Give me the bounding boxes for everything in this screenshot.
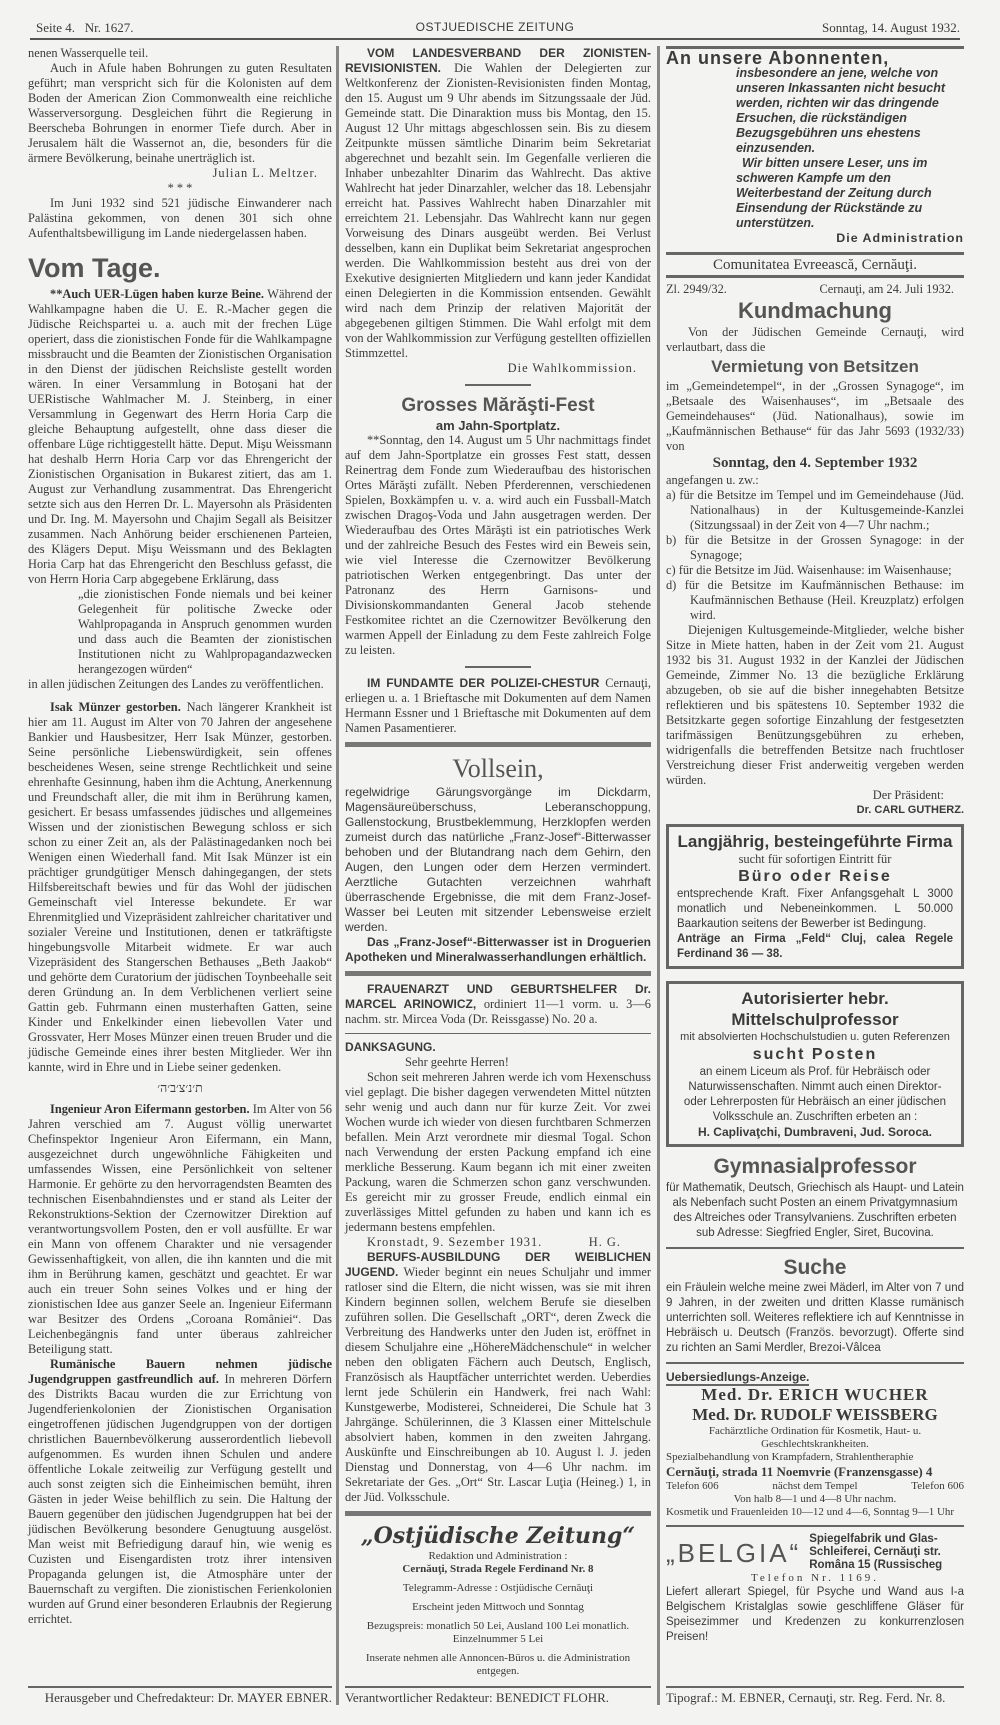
- middle-column: [336, 46, 660, 1705]
- masthead-schedule: Erscheint jeden Mittwoch und Sonntag: [412, 1601, 584, 1613]
- notice-title: An unsere Abonnenten,: [665, 48, 890, 68]
- article-eifermann: [28, 1102, 332, 1357]
- columns: [28, 46, 964, 1705]
- article-title: DANKSAGUNG.: [344, 1040, 436, 1054]
- notice-place-date: Cernauţi, am 24. Juli 1932.: [819, 282, 954, 296]
- article-body: ordiniert 11—1 vorm. u. 3—6 nachm. str. Mircea Voda (Dr. Reissgasse) No. 20 a.: [344, 997, 651, 1026]
- initials: H. G.: [588, 1235, 621, 1249]
- separator-stars: * * *: [167, 181, 193, 195]
- section-heading: Vom Tage.: [28, 253, 161, 283]
- article-body: Nach längerer Krankheit ist hier am 11. August im Alter von 70 Jahren der angesehene Bankier und Hausbesitzer, Herr Isak Münzer, gestorben. Seine persönliche Liebenswürdigkeit, sein offenes bescheidenes Wesen, seine strenge Rechtlichkeit und seine ehrenhafte Gesinnung, haben ihm die Achtung, Anerkennung und Freundschaft aller, die mit ihm in Berührung kamen, gesichert. Er besass umfassendes jüdisches und allgemeines Wissen und der zionistischen Bewegung schloss er sich schon zu einer Zeit an, als der Palästinagedanken noch bei Wenigen einen Wiederhall fand. Mit Isak Münzer ist ein prächtiger grundgütiger Mensch dahingegangen, der stets Hilfsbereitschaft bewies und für das Wohl der jüdischen Gemeinschaft viel Interesse bekundete. Er war Ehrenmitglied und Vizepräsident zahlreicher charitativer und sozialer Vereine und Institutionen, denen er tatkräftigste hingebungsvolle Mitarbeit widmete. Er war auch Vizepräsident des Stangerschen Bethauses „Beth Jaakob“ und gehörte dem Curatorium der jüdischen Toynbeehalle seit deren Gründung an. In dem Verblichenen verliert seine Gattin geb. Fuhrmann einen musterhaften Gatten, seine Kinder und Enkelkinder einen liebevollen Vater und Grossvater, Herr Moses Münzer einen treuen Bruder und die jüdische Gemeinde eines ihrer besten Mitglieder. Wer ihn kannte, wird in Ehre und in Liebe seiner gedenken.: [28, 700, 332, 1074]
- ad-text: Spezialbehandlung von Krampfadern, Strahlentheraphie: [665, 1451, 914, 1463]
- newspaper-title: OSTJUEDISCHE ZEITUNG: [415, 20, 575, 34]
- paragraph: nenen Wasserquelle teil.: [28, 46, 149, 60]
- article-body: Die Wahlen der Delegierten zur Weltkonferenz der Zionisten-Revisionisten finden Montag, den 15. August um 9 Uhr abends im Sitzungssaale der Jüd. Gemeinde statt. Die Dinaraktion muss bis Montag, den 15. August 12 Uhr mittags abgeschlossen sein. Bis zu diesem Zeitpunkte müssen sämtliche Dinarim beim Sekretariat abgerechnet und bezahlt sein. Im Gegenfalle verlieren die Inhaber unbezahlter Dinarim das Wahlrecht. Das aktive Wahlrecht hat jeder Dinarzahler, welcher das 18. Lebensjahr erreicht hat. Passives Wahlrecht haben Dinarzahler mit erreichtem 21. Lebensjahr. Das Wahlrecht kann nur gegen Vorweisung des Dinars ausgeübt werden. Bei Verlust desselben, kann ein Duplikat beim Sekretariat angesprochen werden. Die Wahlkommission besteht aus drei von der Exekutive designierten Mitgliedern und kann jeder Kandidat einen Delegierten in die Kommission entsenden. Gewählt wird nach dem Prinzip der relativen Majorität der abgegebenen giltigen Stimmen. Die Wahl erfolgt mit dem von der Wahlkommission zur Verfügung gestellten offiziellen Stimmzettel.: [344, 61, 651, 360]
- ad-body: Das „Franz-Josef“-Bitterwasser ist in Droguerien Apotheken und Mineralwasserhandlungen erhältlich.: [344, 935, 651, 964]
- list-item: b) für die Betsitze in der Grossen Synagoge: in der Synagoge;: [665, 533, 964, 562]
- masthead-price: Bezugspreis: monatlich 50 Lei, Ausland 100 Lei monatlich. Einzelnummer 5 Lei: [366, 1620, 630, 1645]
- doctor-name: Med. Dr. RUDOLF WEISSBERG: [692, 1405, 938, 1424]
- list-item: d) für die Betsitze im Kaufmännischen Bethause: im Kaufmännischen Bethause (Heil. Kreuzplatz) erfolgen wird.: [665, 578, 964, 622]
- masthead-address: Cernăuţi, Strada Regele Ferdinand Nr. 8: [402, 1563, 594, 1575]
- phone: Telefon 606: [665, 1480, 719, 1492]
- article-ort: [345, 1250, 651, 1505]
- kundmachung-title: Kundmachung: [737, 298, 892, 323]
- article-title: IM FUNDAMTE DER POLIZEI-CHESTUR: [366, 676, 600, 690]
- page-label: Seite 4.: [36, 20, 75, 35]
- ad-text: nächst dem Tempel: [772, 1480, 858, 1492]
- editor-footer: [345, 1678, 651, 1705]
- right-column: [666, 46, 964, 1705]
- ad-text: Liefert allerart Spiegel, für Psyche und Wand aus I-a Belgischem Kristalglas sowie geschliffene Gläser für Speisezimmer und Kredenzen zu konkurrenzlosen Preisen!: [665, 1586, 964, 1643]
- paragraph: angefangen u. zw.:: [665, 473, 759, 487]
- article-title: Ingenieur Aron Eifermann gestorben.: [50, 1102, 250, 1116]
- ad-body: regelwidrige Gärungsvorgänge im Dickdarm, Magensäureüberschuss, Leberanschoppung, Gallenstockung, Brustbeklemmung, Herzklopfen werden zumeist durch das natürliche „Franz-Josef“-Bitterwasser behoben und der Blutandrang nach dem Gehirn, den Augen, den Lungen oder dem Herzen vermindert. Aerztliche Gutachten verzeichnen wahrhaft überraschende Ergebnisse, die mit dem Franz-Josef-Wasser bei Leuten mit sitzender Lebensweise erzielt werden.: [344, 785, 651, 934]
- ad-professor: [666, 981, 964, 1147]
- ad-contact: Anträge an Firma „Feld“ Cluj, calea Regele Ferdinand 36 — 38.: [676, 933, 953, 960]
- ad-suche-title: Suche: [783, 1256, 847, 1279]
- masthead-line: Redaktion und Administration :: [428, 1550, 568, 1562]
- left-column: [28, 46, 332, 1705]
- editor-footer-text: Verantwortlicher Redakteur: BENEDICT FLOHR.: [345, 1686, 651, 1705]
- fest-subtitle: am Jahn-Sportplatz.: [435, 418, 561, 433]
- ad-suche-text: ein Fräulein welche meine zwei Mäderl, im Alter von 7 und 9 Jahren, in der zweiten und dritten Klasse rumänisch unterrichten soll. Weiteres reflektiere ich auf Kenntnisse in Hebräisch u. Deutsch (Französ. bevorzugt). Offerte sind zu richten an Sami Merdler, Brezoi-Vâlcea: [665, 1282, 964, 1354]
- reference-number: Zl. 2949/32.: [665, 282, 727, 296]
- signature-name: Dr. CARL GUTHERZ.: [856, 804, 964, 816]
- belgia-logo: „BELGIA“: [665, 1537, 802, 1568]
- ad-firma: [666, 824, 964, 969]
- article-title: Rumänische Bauern nehmen jüdische Jugendgruppen gastfreundlich auf.: [28, 1357, 332, 1386]
- place-date: Kronstadt, 9. Sezember 1931.: [366, 1235, 543, 1249]
- ad-heading: sucht Posten: [752, 1046, 878, 1063]
- ad-text: Fachärztliche Ordination für Kosmetik, Haut- u. Geschlechtskrankheiten.: [708, 1425, 922, 1450]
- fest-title: Grosses Mărăşti-Fest: [401, 395, 595, 416]
- list-item: c) für die Betsitze im Jüd. Waisenhause: im Waisenhause;: [665, 563, 952, 577]
- signature: Die Wahlkommission.: [507, 361, 637, 375]
- masthead-ads: Inserate nehmen alle Annoncen-Büros u. die Administration entgegen.: [365, 1652, 631, 1677]
- signature: Julian L. Meltzer.: [212, 166, 318, 180]
- notice-text: insbesondere an jene, welche von unseren Inkassanten nicht besucht werden, richten wir das dringende Ersuchen, die rückständigen Bezugsgebühren uns ehestens einzusenden.: [735, 66, 946, 155]
- ad-gymnasial-text: für Mathematik, Deutsch, Griechisch als Haupt- und Latein als Nebenfach sucht Posten an einem Privatgymnasium des Altreiches oder Transylvaniens. Zuschriften erbeten sub Adresse: Siegfried Engler, Siret, Bucovina.: [666, 1182, 964, 1239]
- masthead-title: „Ostjüdische Zeitung“: [360, 1523, 636, 1549]
- ad-title: Autorisierter hebr. Mittelschulprofessor: [731, 989, 899, 1029]
- printer-footer-text: Tipograf.: M. EBNER, Cernauţi, str. Reg. Ferd. Nr. 8.: [666, 1686, 964, 1705]
- ad-contact: H. Caplivaţchi, Dumbraveni, Jud. Soroca.: [697, 1125, 933, 1139]
- article-body: Während der Wahlkampagne haben die U. E. R.-Macher gegen die Jüdische Reichspartei u. a. auch mit der frechen Lüge operiert, dass die zionistischen Fonde für die Wahlkampagne missbraucht und die Beamten der Zionistischen Organisation in den Dienst der jüdischen Reichsliste gestellt worden wären. In einer Versammlung in Botoşani hat der UERistische Wahlmacher M. J. Steinberg, in einer Versammlung in Gegenwart des Herrn Horia Carp die gleiche Behauptung aufgestellt, ohne dass dieser die offenbare Lüge richtiggestellt hätte. Deput. Mişu Weissmann hat deshalb Herrn Horia Carp vor das Ehrengericht der Zionistischen Organisation in Bukarest zitiert, das am 1. August zur Verhandlung zusammentrat. Das Ehrengericht setzte sich aus den Herren Dr. L. Mayersohn als Präsidenten und Dr. Ing. M. Mayersohn und Chajim Segall als Beisitzer zusammen. Nach Anhörung beider erschienenen Parteien, des Klägers Deput. Mişu Weissmann und des Beklagten Horia Carp hat das Ehrengericht den Beschluss gefasst, die von Herrn Horia Carp abgegebene Erklärung, dass: [28, 287, 332, 586]
- article-body: Im Alter von 56 Jahren verschied am 7. August völlig unerwartet Chefinspektor Ingenieur Aron Eifermann, ein Mann, ausgezeichnet durch ungewöhnliche Fähigkeiten und umfassendes Wissen, eine Persönlichkeit von seltener Harmonie. Er gehörte zu den hervorragendsten Beamten des technischen Eisenbahndienstes und er stand als Leiter der Rekonstruktions-Sektion der Czernowitzer Direktion auf verantwortungsvollem Posten, den er voll ausfüllte. Er war ein Mann von offenem Charakter und nie versagender Gewissenhaftigkeit, von allen, die ihn kannten und die mit ihm in Berührung kamen, geschätzt und geachtet. Er war auch ein treuer Sohn seines Volkes und er hing der zionistischen Idee aus ganzer Seele an. Ingenieur Eifermann war Besitzer des Ordens „Coroana României“. Das Leichenbegängnis fand unter überaus zahlreicher Beteiligung statt.: [28, 1102, 332, 1356]
- community-name: Comunitatea Evreească, Cernăuţi.: [666, 252, 964, 278]
- article-fundamte: [345, 676, 651, 736]
- page-number: [36, 20, 134, 36]
- ad-text: an einem Liceum als Prof. für Hebräisch oder Naturwissenschaften. Nimmt auch einen Direktor-oder Lehrerposten für Hebräisch an einer jüdischen Volksschule an. Zuschriften erbeten an :: [683, 1066, 947, 1123]
- start-date: Sonntag, den 4. September 1932: [712, 455, 918, 471]
- ad-text: entsprechende Kraft. Fixer Anfangsgehalt L 3000 monatlich und Nebeneinkommen. L 50.000 Baarkaution seitens der Bewerber ist Bedingung.: [676, 888, 953, 930]
- article-revisionisten: [345, 46, 651, 361]
- article-title: **Auch UER-Lügen haben kurze Beine.: [50, 287, 264, 301]
- article-title: VOM LANDESVERBAND DER ZIONISTEN-REVISIONISTEN.: [344, 46, 651, 75]
- paragraph: Auch in Afule haben Bohrungen zu guten Resultaten geführt; man verspricht sich für die Kolonisten auf dem Boden der American Zion Commonwealth eine reichliche Wasserversorgung. Desgleichen führt die Regierung in Beerscheba Bohrungen in enormer Tiefe durch. Aber in Jerusalem hält die Wassernot an, die, besonders für die ärmere Bevölkerung, beinahe unerträglich ist.: [28, 61, 332, 165]
- kundmachung-subtitle: Vermietung von Betsitzen: [711, 357, 919, 376]
- fest-body: **Sonntag, den 14. August um 5 Uhr nachmittags findet auf dem Jahn-Sportplatze ein grosses Fest statt, dessen Reinertrag dem Fonde zum Wiederaufbau des historischen Ortes Mărăşti zufällt. Neben Pferderennen, verschiedenen Spielen, Boxkämpfen u. v. a. wird auch ein Fussball-Match zwischen Dragoş-Voda und Jahn ausgetragen werden. Der Wiederaufbau des Ortes Mărăşti ist ein patriotisches Werk und der zahlreiche Besuch des Festes wird ein Beweis sein, wie viel Interesse die Czernowitzer Bevölkerung patriotischen Werken entgegenbringt. Das unter der Patronanz des Herrn Garnisons- und Divisionskommandanten General Jacob stehende Festkomitee richtet an die Czernowitzer Bevölkerung den warmen Appell der Einladung zu dem Feste zahlreich Folge zu leisten.: [344, 433, 651, 657]
- list-item: a) für die Betsitze im Tempel und im Gemeindehause (Jüd. Nationalhaus) in der Kultusgemeinde-Kanzlei (Sitzungssaal) in der Zeit von 4—7 Uhr nachm.;: [665, 488, 964, 532]
- quote: „die zionistischen Fonde niemals und bei keiner Gelegenheit für politische Zwecke oder Wahlpropaganda in Anspruch genommen wurden und dass auch die Beamten der zionistischen Institutionen nicht zu Wahlpropagandazwecken herangezogen würden“: [78, 587, 332, 676]
- printer-footer: [666, 1678, 964, 1705]
- paragraph: in allen jüdischen Zeitungen des Landes zu veröffentlichen.: [28, 677, 324, 691]
- article-title: BERUFS-AUSBILDUNG DER WEIBLICHEN JUGEND.: [344, 1250, 651, 1279]
- publisher-footer: [28, 1678, 332, 1705]
- article-uer: [28, 287, 332, 587]
- paragraph: im „Gemeindetempel“, in der „Grossen Synagoge“, im „Betsaale des Waisenhauses“, im „Betsaale des Gemeindehauses“ (Jüd. Nationalhaus), sowie im „Kaufmännischen Bethause“ für das Jahr 5693 (1932/33) von: [665, 379, 964, 453]
- article-bauern: [28, 1357, 332, 1627]
- ad-gymnasial-title: Gymnasialprofessor: [713, 1155, 917, 1178]
- subscriber-notice: [666, 46, 964, 246]
- phone: Telefon 606: [911, 1480, 964, 1492]
- phone: Telefon Nr. 1169.: [750, 1572, 879, 1584]
- article-body: Cernauţi, erliegen u. a. 1 Brieftasche mit Dokumenten auf dem Namen Hermann Essner und 1 Brieftasche mit Dokumenten auf dem Namen Pasamentierer.: [344, 676, 651, 735]
- article-body: In mehreren Dörfern des Distrikts Bacau wurden die zur Errichtung von Jugendferienkolonien der Zionistischen Organisation eingetroffenen jüdischen Jugendgruppen von der dortigen christlichen Bauernbevölkerung ausserordentlich liebevoll aufgenommen. Es wurden ihnen Schulen und andere öffentliche Lokale zeitweilig zur Verfügung gestellt und auch sonst zeigten sich die Einheimischen bemüht, ihren Gästen in jeder Weise behilflich zu sein. Die Haltung der Bauern gegenüber den jüdischen Jugendgruppen hat bei der jüdischen Bevölkerung besondere Genugtuung ausgelöst. Man weist mit Befriedigung darauf hin, wie wenig es Cuzisten und Eisengardisten trotz ihrer intensiven Propaganda gelungen ist, die Atmosphäre unter der Bauernschaft zu vergiften. Die zionistischen Ferienkolonien wurden auf Grund einer besonderen Erlaubnis der Regierung errichtet.: [28, 1372, 332, 1626]
- signature-title: Der Präsident:: [872, 788, 944, 802]
- ad-text: sucht für sofortigen Eintritt für: [738, 852, 892, 866]
- ad-title: Langjährig, besteingeführte Firma: [677, 832, 953, 851]
- ad-relocation-title: Uebersiedlungs-Anzeige.: [665, 1370, 810, 1384]
- ad-title: Vollsein,: [452, 754, 544, 783]
- office-hours: Von halb 8—1 und 4—8 Uhr nachm.: [733, 1493, 897, 1505]
- article-title: FRAUENARZT UND GEBURTSHELFER Dr. MARCEL ARINOWICZ,: [344, 982, 651, 1011]
- notice-text: Wir bitten unsere Leser, uns im schweren Kampfe um den Weiterbestand der Zeitung durch Einsendung der Rückstände zu unterstützen.: [735, 156, 932, 230]
- article-title: Isak Münzer gestorben.: [50, 700, 181, 714]
- doctor-name: Med. Dr. ERICH WUCHER: [701, 1385, 929, 1404]
- issue-number: Nr. 1627.: [84, 20, 134, 35]
- publisher-footer-text: Herausgeber und Chefredakteur: Dr. MAYER EBNER.: [28, 1686, 332, 1705]
- article-muenzer: [28, 700, 332, 1075]
- article-body: Schon seit mehreren Jahren werde ich vom Hexenschuss viel geplagt. Die bisher dagegen verwendeten Mittel nützten sehr wenig und auch dann nur für kurze Zeit. Vor zwei Wochen wurde ich wieder von diesen furchtbaren Schmerzen befallen. Mein Arzt verordnete mir diesmal Togal. Schon nach Verwendung der ersten Packung empfand ich eine merkliche Besserung. Kaum begann ich mit einer zweiten Packung, waren die Schmerzen schon ganz verschwunden. Es gereicht mir zu grosser Freude, endlich einmal ein zuverlässiges Mittel gefunden zu haben und kann ich es jedermann bestens empfehlen.: [344, 1070, 651, 1234]
- salutation: Sehr geehrte Herren!: [404, 1055, 509, 1069]
- issue-date: Sonntag, 14. August 1932.: [822, 20, 960, 35]
- article-body: Wieder beginnt ein neues Schuljahr und immer ratloser sind die Eltern, die nicht wissen, was sie mit ihren Kindern beginnen sollen, welchem Berufe sie dieselben zuführen sollen. Die Gesellschaft „ORT“, deren Zweck die Verbreitung des Handwerks unter den Juden ist, eröffnet in diesem Schuljahre eine „HöhereMädchenschule“ in welcher neben den obligaten Fächern auch Deutsch, Englisch, Französisch als Hauptfächer unterrichtet werden. Ueberdies lernt jede Schülerin ein Handwerk, frei nach Wahl: Kunstgewerbe, Modisterei, Schneiderei, Die Schule hat 3 Jahrgänge. Schülerinnen, die 3 Klassen einer Mittelschule absolviert haben, kommen in den zweiten Jahrgang. Auskünfte und Einschreibungen ab 10. August l. J. jeden Dienstag und Donnerstag, von 4—6 Uhr nachm. im Sekretariate der Ges. „Ort“ Str. Lascar Luţia (Heineg.) 1, in der Jüd. Volksschule.: [344, 1265, 651, 1504]
- masthead-telegram: Telegramm-Adresse : Ostjüdische Cernăuţi: [402, 1582, 594, 1594]
- article-frauenarzt: [345, 982, 651, 1027]
- paragraph: Von der Jüdischen Gemeinde Cernauţi, wird verlautbart, dass die: [665, 325, 964, 354]
- paragraph: Diejenigen Kultusgemeinde-Mitglieder, welche bisher Sitze in Miete hatten, haben in der Zeit vom 21. August 1932 bis 31. August 1932 in der Kanzlei der Jüdischen Gemeinde, Zimmer No. 13 die bezügliche Erklärung abzugeben, ob sie auf die bisher innegehabten Betsitze reflektieren und bis spätestens 10. September 1932 die Betsitzkarte gegen sofortige Einzahlung der festgesetzten tarifmässigen Benützungsgebühren zu erheben, widrigenfalls die betreffenden Betsitze nach fruchtloser Verstreichung dieser Frist anderweitig vergeben werden würden.: [665, 623, 964, 787]
- ad-heading: Büro oder Reise: [738, 868, 892, 885]
- ad-address: Cernăuţi, strada 11 Noemvrie (Franzensgasse) 4: [665, 1464, 933, 1479]
- notice-signature: Die Administration: [836, 231, 964, 245]
- hebrew-abbreviation: ת׳נ׳צ׳ב׳ה׳: [157, 1081, 203, 1095]
- office-hours: Kosmetik und Frauenleiden 10—12 und 4—6, Sonntag 9—1 Uhr: [665, 1506, 955, 1518]
- page-header: [30, 16, 960, 40]
- ad-text: mit absolvierten Hochschulstudien u. guten Referenzen: [680, 1031, 950, 1043]
- masthead: [345, 1522, 651, 1678]
- paragraph: Im Juni 1932 sind 521 jüdische Einwanderer nach Palästina gekommen, von denen 301 sich ohne Aufenthaltsbewilligung im Lande niedergelassen haben.: [28, 196, 332, 240]
- ad-text: Spiegelfabrik und Glas-Schleiferei, Cernăuţi str. Româna 15 (Russischeg: [809, 1533, 943, 1571]
